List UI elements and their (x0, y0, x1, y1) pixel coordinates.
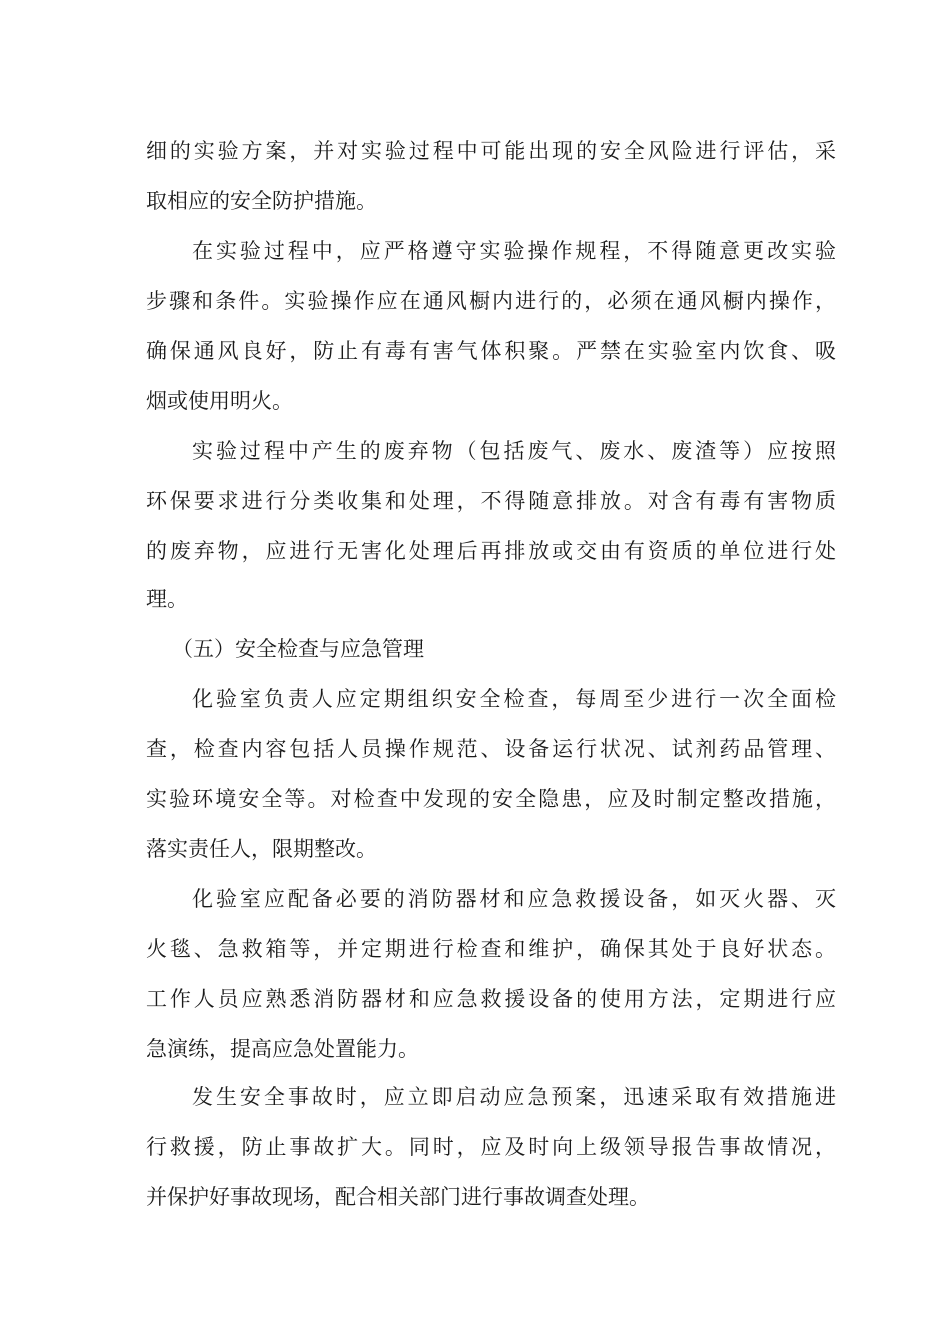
paragraph-line: 工作人员应熟悉消防器材和应急救援设备的使用方法，定期进行应 (146, 987, 836, 1011)
paragraph-line: 急演练，提高应急处置能力。 (146, 1037, 419, 1061)
paragraph-line: 实验环境安全等。对检查中发现的安全隐患，应及时制定整改措施， (146, 787, 836, 811)
paragraph-line: 取相应的安全防护措施。 (146, 189, 377, 213)
paragraph-line: 实验过程中产生的废弃物（包括废气、废水、废渣等）应按照 (192, 439, 836, 463)
paragraph-line: 化验室负责人应定期组织安全检查，每周至少进行一次全面检 (192, 687, 836, 711)
paragraph-line: 步骤和条件。实验操作应在通风橱内进行的，必须在通风橱内操作， (146, 289, 836, 313)
paragraph-line: 在实验过程中，应严格遵守实验操作规程，不得随意更改实验 (192, 239, 836, 263)
paragraph-line: 的废弃物，应进行无害化处理后再排放或交由有资质的单位进行处 (146, 539, 836, 563)
paragraph-line: 确保通风良好，防止有毒有害气体积聚。严禁在实验室内饮食、吸 (146, 339, 836, 363)
paragraph-line: 查，检查内容包括人员操作规范、设备运行状况、试剂药品管理、 (146, 737, 836, 761)
paragraph-line: 环保要求进行分类收集和处理，不得随意排放。对含有毒有害物质 (146, 489, 836, 513)
paragraph-line: 火毯、急救箱等，并定期进行检查和维护，确保其处于良好状态。 (146, 937, 836, 961)
paragraph-line: 发生安全事故时，应立即启动应急预案，迅速采取有效措施进 (192, 1085, 836, 1109)
paragraph-line: 并保护好事故现场，配合相关部门进行事故调查处理。 (146, 1185, 650, 1209)
paragraph-line: 理。 (146, 587, 188, 611)
paragraph-line: 烟或使用明火。 (146, 389, 293, 413)
section-heading: （五）安全检查与应急管理 (172, 637, 424, 661)
paragraph-line: 行救援，防止事故扩大。同时，应及时向上级领导报告事故情况， (146, 1135, 836, 1159)
paragraph-line: 细的实验方案，并对实验过程中可能出现的安全风险进行评估，采 (146, 139, 836, 163)
paragraph-line: 化验室应配备必要的消防器材和应急救援设备，如灭火器、灭 (192, 887, 836, 911)
paragraph-line: 落实责任人，限期整改。 (146, 837, 377, 861)
